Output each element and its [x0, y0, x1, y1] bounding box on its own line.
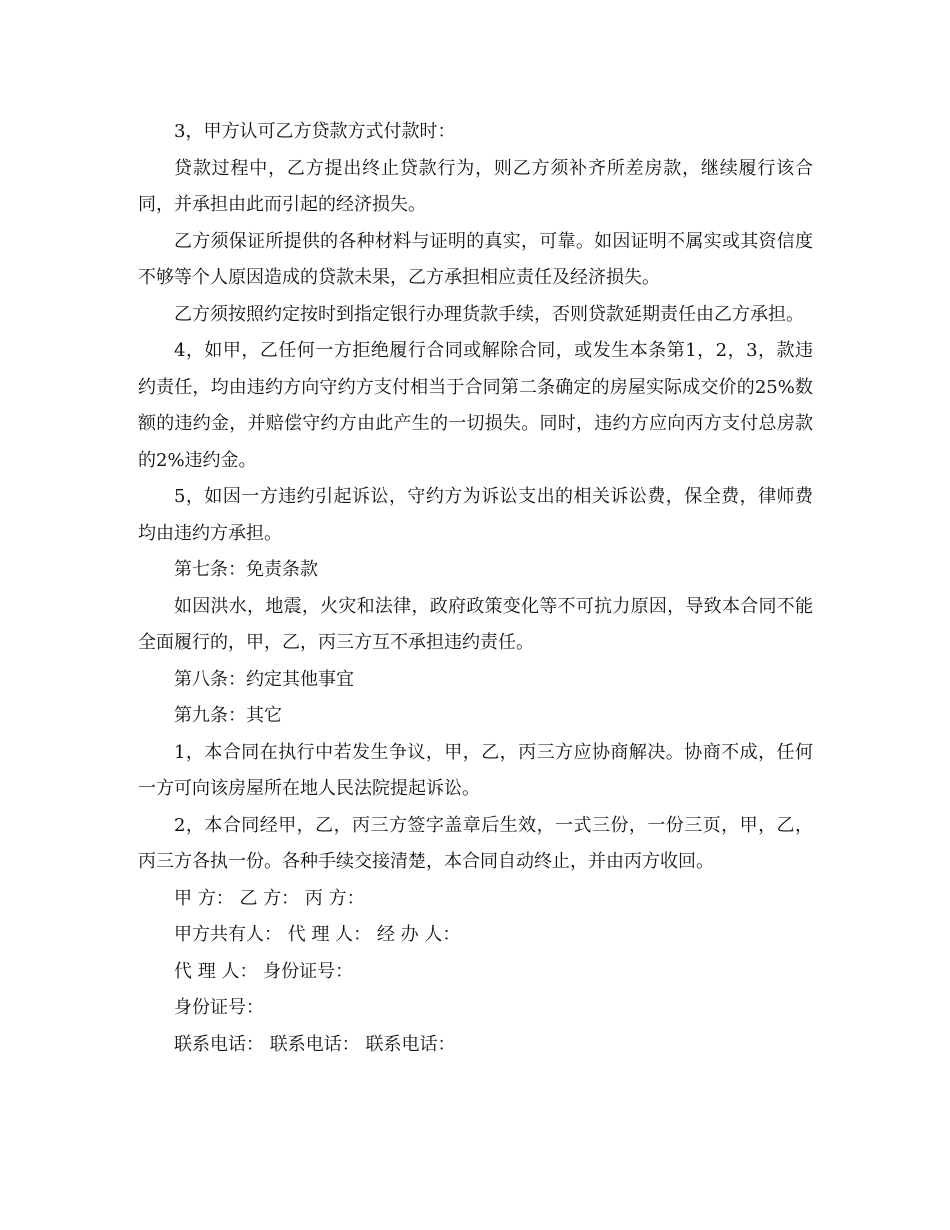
article-8-heading: 第八条：约定其他事宜	[174, 668, 354, 690]
paragraph-loan-payment-heading: 3，甲方认可乙方贷款方式付款时：	[174, 121, 456, 142]
paragraph-dispute-resolution: 1，本合同在执行中若发生争议，甲，乙，丙三方应协商解决。协商不成，任何一方可向该房屋所在地人民法院提起诉讼。	[138, 741, 813, 799]
paragraph-contract-effect: 2，本合同经甲，乙，丙三方签字盖章后生效，一式三份，一份三页，甲，乙，丙三方各执一份。各种手续交接清楚，本合同自动终止，并由丙方收回。	[138, 814, 813, 872]
signature-agent-id-line: 代 理 人： 身份证号：	[174, 960, 354, 982]
signature-phone-line: 联系电话： 联系电话： 联系电话：	[174, 1033, 456, 1055]
paragraph-bank-procedures: 乙方须按照约定按时到指定银行办理货款手续，否则贷款延期责任由乙方承担。	[174, 303, 804, 325]
article-7-heading: 第七条：免责条款	[174, 559, 318, 580]
signature-parties-line: 甲 方： 乙 方： 丙 方：	[174, 887, 365, 909]
signature-co-owner-line: 甲方共有人： 代 理 人： 经 办 人：	[174, 924, 461, 945]
paragraph-force-majeure: 如因洪水，地震，火灾和法律，政府政策变化等不可抗力原因，导致本合同不能全面履行的，甲，乙，丙三方互不承担违约责任。	[138, 595, 813, 653]
signature-id-line: 身份证号：	[174, 997, 264, 1018]
document-page	[138, 114, 813, 1063]
paragraph-litigation-costs: 5，如因一方违约引起诉讼，守约方为诉讼支出的相关诉讼费，保全费，律师费均由违约方承担。	[138, 486, 813, 544]
paragraph-breach-liability: 4，如甲，乙任何一方拒绝履行合同或解除合同，或发生本条第1，2，3，款违约责任，均由违约方向守约方支付相当于合同第二条确定的房屋实际成交价的25%数额的违约金，并赔偿守约方由此产生的一切损失。同时，违约方应向丙方支付总房款的2%违约金。	[138, 340, 813, 471]
paragraph-document-authenticity: 乙方须保证所提供的各种材料与证明的真实，可靠。如因证明不属实或其资信度不够等个人原因造成的贷款未果，乙方承担相应责任及经济损失。	[138, 230, 813, 288]
article-9-heading: 第九条：其它	[174, 705, 282, 726]
paragraph-loan-termination: 贷款过程中，乙方提出终止贷款行为，则乙方须补齐所差房款，继续履行该合同，并承担由此而引起的经济损失。	[138, 157, 813, 215]
